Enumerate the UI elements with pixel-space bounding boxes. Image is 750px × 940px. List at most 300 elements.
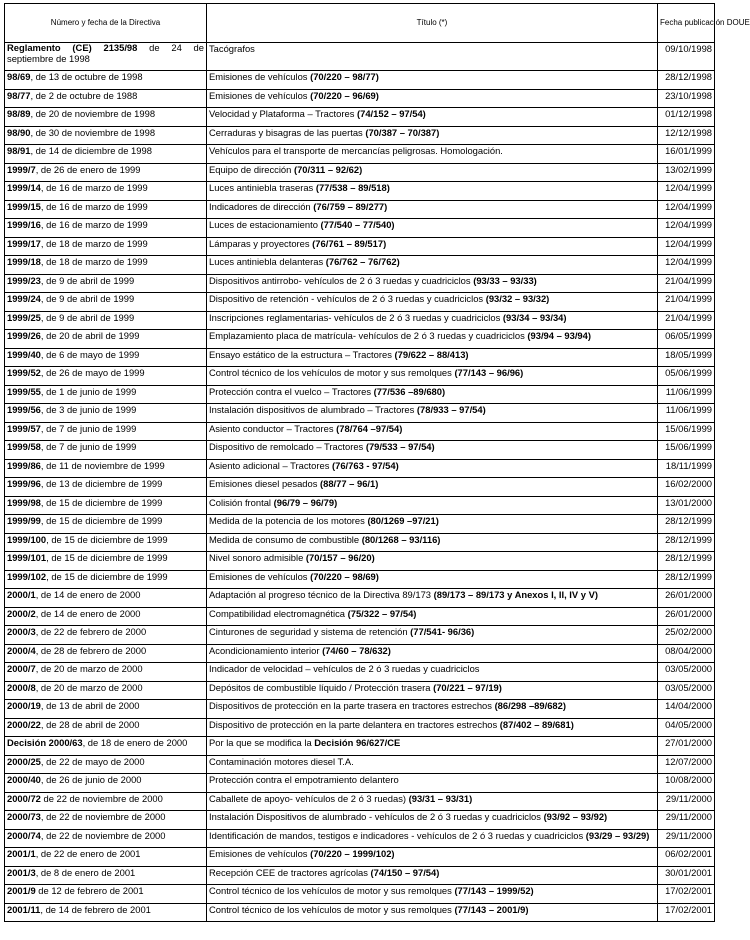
directive-cell xyxy=(5,848,207,867)
directive-date: , de 13 de diciembre de 1999 xyxy=(40,478,163,489)
publication-date: 18/05/1999 xyxy=(658,348,715,367)
directive-number: 98/69 xyxy=(7,71,31,82)
directive-cell xyxy=(5,626,207,645)
directive-cell xyxy=(5,792,207,811)
directive-date: , de 7 de junio de 1999 xyxy=(40,422,137,434)
directive-reference: (79/533 – 97/54) xyxy=(365,441,435,452)
title-cell xyxy=(207,330,658,349)
title-cell xyxy=(207,459,658,478)
directive-date: , de 20 de marzo de 2000 xyxy=(35,681,143,693)
directive-date: , de 28 de febrero de 2000 xyxy=(35,644,147,656)
table-row xyxy=(5,552,715,571)
directive-cell xyxy=(5,43,207,71)
table-row xyxy=(5,237,715,256)
directive-title: Velocidad y Plataforma – Tractores xyxy=(209,108,357,119)
directive-date: de 24 de septiembre de 1998 xyxy=(7,42,204,64)
title-cell xyxy=(207,256,658,275)
directive-date: , de 1 de junio de 1999 xyxy=(40,385,137,397)
directive-title: Compatibilidad electromagnética xyxy=(209,607,348,619)
directive-title: Indicadores de dirección xyxy=(209,200,314,212)
title-cell xyxy=(207,607,658,626)
directive-reference: (70/220 – 98/69) xyxy=(310,570,379,582)
directive-date: , de 15 de diciembre de 1999 xyxy=(40,515,163,526)
table-row xyxy=(5,293,715,312)
table-row xyxy=(5,108,715,127)
publication-date: 14/04/2000 xyxy=(658,700,715,719)
table-header-row xyxy=(5,4,715,43)
directive-reference: (93/31 – 93/31) xyxy=(408,792,473,804)
directive-title: Dispositivo de protección en la parte delantera en tractores estrechos xyxy=(209,718,500,730)
directive-title: Instalación Dispositivos de alumbrado - vehículos de 2 ó 3 ruedas y cuadriciclos xyxy=(209,811,544,822)
directive-title: Indicador de velocidad – vehículos de 2 ó 3 ruedas y cuadriciclos xyxy=(209,663,480,674)
directive-cell xyxy=(5,755,207,774)
table-row xyxy=(5,385,715,404)
title-cell xyxy=(207,885,658,904)
table-row xyxy=(5,256,715,275)
title-cell xyxy=(207,644,658,663)
directive-reference: (70/387 – 70/387) xyxy=(365,126,440,138)
directive-title: Nivel sonoro admisible xyxy=(209,552,306,563)
table-row xyxy=(5,182,715,201)
directive-number: 2000/7 xyxy=(7,663,36,674)
directive-reference: (77/538 – 89/518) xyxy=(315,182,390,193)
publication-date: 06/02/2001 xyxy=(658,848,715,867)
directive-date: , de 9 de abril de 1999 xyxy=(40,274,135,286)
directive-cell xyxy=(5,885,207,904)
title-cell xyxy=(207,903,658,922)
directive-title: Por la que se modifica la xyxy=(209,737,315,748)
title-cell xyxy=(207,496,658,515)
directive-number: 1999/7 xyxy=(7,163,36,175)
title-cell xyxy=(207,848,658,867)
directive-title: Protección contra el empotramiento delantero xyxy=(209,774,399,785)
directive-number: Decisión 2000/63 xyxy=(7,737,83,748)
title-cell xyxy=(207,792,658,811)
title-cell xyxy=(207,219,658,238)
directive-cell xyxy=(5,515,207,534)
title-cell xyxy=(207,163,658,182)
directive-number: 1999/26 xyxy=(7,330,41,341)
title-cell xyxy=(207,663,658,682)
directive-number: 1999/102 xyxy=(7,570,47,582)
directive-number: 1999/16 xyxy=(7,219,41,230)
directive-reference: (93/92 – 93/92) xyxy=(543,811,608,822)
directive-number: 2000/1 xyxy=(7,589,36,600)
table-row xyxy=(5,43,715,71)
directive-cell xyxy=(5,89,207,108)
directive-number: 98/91 xyxy=(7,145,31,156)
publication-date: 28/12/1999 xyxy=(658,552,715,571)
table-body xyxy=(5,43,715,922)
publication-date: 08/04/2000 xyxy=(658,644,715,663)
directive-title: Emisiones de vehículos xyxy=(209,71,311,82)
directive-date: , de 18 de marzo de 1999 xyxy=(40,237,148,249)
publication-date: 21/04/1999 xyxy=(658,293,715,312)
directive-number: 98/90 xyxy=(7,126,31,138)
directive-cell xyxy=(5,459,207,478)
directive-reference: (78/764 –97/54) xyxy=(336,422,403,434)
table-row xyxy=(5,903,715,922)
directive-reference: (74/152 – 97/54) xyxy=(357,108,426,119)
directive-date: , de 18 de enero de 2000 xyxy=(82,737,188,748)
directive-reference: (93/32 – 93/32) xyxy=(485,293,550,304)
directive-title: Emisiones de vehículos xyxy=(209,89,311,101)
publication-date: 03/05/2000 xyxy=(658,663,715,682)
directive-cell xyxy=(5,570,207,589)
directive-reference: (93/33 – 93/33) xyxy=(473,274,537,286)
directive-number: 1999/52 xyxy=(7,367,41,378)
directive-title: Dispositivo de retención - vehículos de 2 ó 3 ruedas y cuadriciclos xyxy=(209,293,486,304)
directive-number: 1999/17 xyxy=(7,237,41,249)
table-row xyxy=(5,589,715,608)
directive-number: 1999/40 xyxy=(7,348,41,360)
directive-cell xyxy=(5,367,207,386)
title-cell xyxy=(207,182,658,201)
directive-reference: (70/311 – 92/62) xyxy=(293,163,363,175)
directive-date: , de 22 de enero de 2001 xyxy=(35,848,141,859)
publication-date: 23/10/1998 xyxy=(658,89,715,108)
publication-date: 12/04/1999 xyxy=(658,182,715,201)
publication-date: 29/11/2000 xyxy=(658,811,715,830)
directive-title: Lámparas y proyectores xyxy=(209,237,313,249)
title-cell xyxy=(207,385,658,404)
directive-reference: (76/762 – 76/762) xyxy=(325,256,400,267)
directive-cell xyxy=(5,163,207,182)
directive-reference: (70/157 – 96/20) xyxy=(305,552,375,563)
table-row xyxy=(5,644,715,663)
directive-reference: (80/1269 –97/21) xyxy=(367,515,439,526)
directive-title: Emisiones diesel pesados xyxy=(209,478,320,489)
directive-title: Depósitos de combustible líquido / Protección trasera xyxy=(209,681,434,693)
publication-date: 28/12/1999 xyxy=(658,533,715,552)
directive-title: Instalación dispositivos de alumbrado – Tractores xyxy=(209,404,417,415)
header-publication-date: Fecha publicación DOUE xyxy=(658,4,715,43)
publication-date: 16/01/1999 xyxy=(658,145,715,164)
directive-title: Recepción CEE de tractores agrícolas xyxy=(209,866,371,878)
directive-title: Luces antiniebla delanteras xyxy=(209,256,326,267)
directive-date: , de 16 de marzo de 1999 xyxy=(40,219,148,230)
publication-date: 01/12/1998 xyxy=(658,108,715,127)
title-cell xyxy=(207,737,658,756)
table-row xyxy=(5,533,715,552)
directive-cell xyxy=(5,200,207,219)
title-cell xyxy=(207,200,658,219)
table-row xyxy=(5,367,715,386)
directive-reference: (79/622 – 88/413) xyxy=(394,348,469,360)
directive-number: 1999/99 xyxy=(7,515,41,526)
directive-number: 1999/101 xyxy=(7,552,47,563)
publication-date: 04/05/2000 xyxy=(658,718,715,737)
title-cell xyxy=(207,478,658,497)
title-cell xyxy=(207,367,658,386)
directive-reference: (76/763 - 97/54) xyxy=(331,459,399,471)
publication-date: 12/12/1998 xyxy=(658,126,715,145)
directive-number: 1999/23 xyxy=(7,274,41,286)
directive-number: 2000/4 xyxy=(7,644,36,656)
directive-date: , de 13 de octubre de 1998 xyxy=(30,71,143,82)
table-row xyxy=(5,626,715,645)
directive-number: 1999/18 xyxy=(7,256,41,267)
directive-number: 1999/25 xyxy=(7,311,41,323)
directive-number: 98/89 xyxy=(7,108,31,119)
directive-number: 2000/2 xyxy=(7,607,36,619)
table-row xyxy=(5,163,715,182)
title-cell xyxy=(207,700,658,719)
directive-number: 1999/86 xyxy=(7,459,41,471)
directive-date: , de 8 de enero de 2001 xyxy=(35,866,136,878)
directive-date: , de 20 de noviembre de 1998 xyxy=(30,108,156,119)
publication-date: 12/04/1999 xyxy=(658,200,715,219)
directive-cell xyxy=(5,478,207,497)
directive-number: 98/77 xyxy=(7,89,31,101)
directive-title: Vehículos para el transporte de mercancías peligrosas. Homologación. xyxy=(209,145,503,156)
publication-date: 03/05/2000 xyxy=(658,681,715,700)
directive-reference: (88/77 – 96/1) xyxy=(320,478,379,489)
directive-cell xyxy=(5,866,207,885)
directive-number: 2001/1 xyxy=(7,848,36,859)
table-row xyxy=(5,478,715,497)
directive-number: 1999/14 xyxy=(7,182,41,193)
table-row xyxy=(5,663,715,682)
publication-date: 17/02/2001 xyxy=(658,903,715,922)
directive-title: Protección contra el vuelco – Tractores xyxy=(209,385,374,397)
directive-reference: (93/29 – 93/29) xyxy=(585,829,650,841)
directive-date: , de 14 de diciembre de 1998 xyxy=(30,145,152,156)
directive-reference: (87/402 – 89/681) xyxy=(499,718,574,730)
directive-reference: (77/540 – 77/540) xyxy=(320,219,395,230)
directive-date: , de 22 de noviembre de 2000 xyxy=(40,829,166,841)
directive-cell xyxy=(5,829,207,848)
directive-title: Control técnico de los vehículos de motor y sus remolques xyxy=(209,885,455,896)
directive-number: Reglamento (CE) 2135/98 xyxy=(7,42,138,53)
directive-title: Contaminación motores diesel T.A. xyxy=(209,755,354,767)
directive-reference: (70/220 – 98/77) xyxy=(310,71,379,82)
directive-title: Cinturones de seguridad y sistema de retención xyxy=(209,626,411,637)
directive-number: 2000/74 xyxy=(7,829,41,841)
title-cell xyxy=(207,145,658,164)
directive-number: 1999/58 xyxy=(7,441,41,452)
directive-date: de 22 de noviembre de 2000 xyxy=(40,792,163,804)
directive-reference: (74/150 – 97/54) xyxy=(370,866,440,878)
table-row xyxy=(5,515,715,534)
directive-cell xyxy=(5,552,207,571)
table-row xyxy=(5,755,715,774)
directive-reference: (77/541- 96/36) xyxy=(410,626,475,637)
directive-date: , de 30 de noviembre de 1998 xyxy=(30,126,156,138)
directive-number: 2000/8 xyxy=(7,681,36,693)
publication-date: 21/04/1999 xyxy=(658,311,715,330)
directive-reference: (77/536 –89/680) xyxy=(373,385,446,397)
directive-date: , de 9 de abril de 1999 xyxy=(40,293,135,304)
directive-reference: (74/60 – 78/632) xyxy=(322,644,391,656)
directive-title: Colisión frontal xyxy=(209,496,274,508)
directive-date: , de 11 de noviembre de 1999 xyxy=(40,459,165,471)
directive-number: 1999/24 xyxy=(7,293,41,304)
directive-reference: (89/173 – 89/173 y Anexos I, II, IV y V) xyxy=(433,589,598,600)
directive-cell xyxy=(5,311,207,330)
title-cell xyxy=(207,755,658,774)
directive-number: 1999/57 xyxy=(7,422,41,434)
directive-cell xyxy=(5,663,207,682)
directive-number: 1999/96 xyxy=(7,478,41,489)
directive-reference: (86/298 –89/682) xyxy=(494,700,566,711)
table-row xyxy=(5,718,715,737)
directive-cell xyxy=(5,274,207,293)
directive-title: Luces de estacionamiento xyxy=(209,219,321,230)
publication-date: 11/06/1999 xyxy=(658,404,715,423)
title-cell xyxy=(207,533,658,552)
directive-date: , de 7 de junio de 1999 xyxy=(40,441,137,452)
table-row xyxy=(5,774,715,793)
table-row xyxy=(5,848,715,867)
directive-title: Control técnico de los vehículos de motor y sus remolques xyxy=(209,367,455,378)
directive-cell xyxy=(5,737,207,756)
title-cell xyxy=(207,71,658,90)
title-cell xyxy=(207,718,658,737)
directive-number: 1999/98 xyxy=(7,496,41,508)
publication-date: 11/06/1999 xyxy=(658,385,715,404)
directive-date: de 12 de febrero de 2001 xyxy=(35,885,144,896)
publication-date: 09/10/1998 xyxy=(658,43,715,71)
publication-date: 13/02/1999 xyxy=(658,163,715,182)
directive-date: , de 14 de febrero de 2001 xyxy=(40,903,151,915)
directive-date: , de 16 de marzo de 1999 xyxy=(40,200,148,212)
directive-cell xyxy=(5,903,207,922)
directive-date: , de 26 de mayo de 1999 xyxy=(40,367,145,378)
directive-cell xyxy=(5,700,207,719)
title-cell xyxy=(207,515,658,534)
title-cell xyxy=(207,311,658,330)
table-row xyxy=(5,71,715,90)
publication-date: 29/11/2000 xyxy=(658,829,715,848)
table-row xyxy=(5,145,715,164)
table-row xyxy=(5,219,715,238)
directive-number: 2000/25 xyxy=(7,755,41,767)
directive-reference: (78/933 – 97/54) xyxy=(416,404,486,415)
table-row xyxy=(5,570,715,589)
directive-date: , de 26 de enero de 1999 xyxy=(35,163,141,175)
title-cell xyxy=(207,811,658,830)
table-row xyxy=(5,348,715,367)
directive-date: , de 22 de mayo de 2000 xyxy=(40,755,145,767)
directive-cell xyxy=(5,533,207,552)
publication-date: 12/07/2000 xyxy=(658,755,715,774)
publication-date: 15/06/1999 xyxy=(658,441,715,460)
publication-date: 26/01/2000 xyxy=(658,607,715,626)
directive-title: Equipo de dirección xyxy=(209,163,294,175)
table-row xyxy=(5,330,715,349)
directive-cell xyxy=(5,219,207,238)
publication-date: 16/02/2000 xyxy=(658,478,715,497)
directive-cell xyxy=(5,237,207,256)
directive-cell xyxy=(5,589,207,608)
table-row xyxy=(5,422,715,441)
publication-date: 12/04/1999 xyxy=(658,237,715,256)
directive-date: , de 6 de mayo de 1999 xyxy=(40,348,140,360)
directive-title: Dispositivos de protección en la parte trasera en tractores estrechos xyxy=(209,700,495,711)
directive-reference: (77/143 – 2001/9) xyxy=(454,903,529,915)
directive-title: Cerraduras y bisagras de las puertas xyxy=(209,126,366,138)
directive-reference: (93/34 – 93/34) xyxy=(502,311,567,323)
directive-cell xyxy=(5,108,207,127)
publication-date: 05/06/1999 xyxy=(658,367,715,386)
table-row xyxy=(5,885,715,904)
directive-cell xyxy=(5,496,207,515)
directive-reference: (76/759 – 89/277) xyxy=(313,200,388,212)
table-row xyxy=(5,792,715,811)
title-cell xyxy=(207,552,658,571)
directive-reference: (76/761 – 89/517) xyxy=(312,237,387,249)
title-cell xyxy=(207,274,658,293)
directive-date: , de 13 de abril de 2000 xyxy=(40,700,140,711)
directive-number: 2000/3 xyxy=(7,626,36,637)
directive-date: , de 2 de octubre de 1988 xyxy=(30,89,138,101)
title-cell xyxy=(207,774,658,793)
table-row xyxy=(5,126,715,145)
publication-date: 21/04/1999 xyxy=(658,274,715,293)
directive-cell xyxy=(5,293,207,312)
title-cell xyxy=(207,422,658,441)
table-row xyxy=(5,496,715,515)
directive-reference: (93/94 – 93/94) xyxy=(527,330,591,341)
directive-date: , de 26 de junio de 2000 xyxy=(40,774,142,785)
directive-cell xyxy=(5,441,207,460)
directive-number: 2001/11 xyxy=(7,903,41,915)
title-cell xyxy=(207,293,658,312)
publication-date: 27/01/2000 xyxy=(658,737,715,756)
directive-cell xyxy=(5,256,207,275)
directive-reference: (75/322 – 97/54) xyxy=(347,607,417,619)
table-row xyxy=(5,274,715,293)
directive-date: , de 22 de febrero de 2000 xyxy=(35,626,147,637)
publication-date: 28/12/1999 xyxy=(658,570,715,589)
publication-date: 17/02/2001 xyxy=(658,885,715,904)
directive-date: , de 15 de diciembre de 1999 xyxy=(46,552,168,563)
directive-cell xyxy=(5,385,207,404)
title-cell xyxy=(207,570,658,589)
title-cell xyxy=(207,43,658,71)
directive-reference: (77/143 – 1999/52) xyxy=(454,885,534,896)
directive-cell xyxy=(5,126,207,145)
directive-reference: (70/221 – 97/19) xyxy=(433,681,502,693)
title-cell xyxy=(207,626,658,645)
table-row xyxy=(5,737,715,756)
directive-title: Dispositivo de remolcado – Tractores xyxy=(209,441,366,452)
directive-title: Inscripciones reglamentarias- vehículos de 2 ó 3 ruedas y cuadriciclos xyxy=(209,311,503,323)
header-number-date: Número y fecha de la Directiva xyxy=(5,4,207,43)
directive-title: Caballete de apoyo- vehículos de 2 ó 3 ruedas) xyxy=(209,792,409,804)
table-row xyxy=(5,311,715,330)
directive-number: 1999/15 xyxy=(7,200,41,212)
directive-number: 1999/55 xyxy=(7,385,41,397)
directive-cell xyxy=(5,681,207,700)
directive-date: , de 15 de diciembre de 1999 xyxy=(46,533,168,545)
directive-title: Asiento adicional – Tractores xyxy=(209,459,332,471)
directive-number: 1999/100 xyxy=(7,533,47,545)
publication-date: 10/08/2000 xyxy=(658,774,715,793)
directive-cell xyxy=(5,607,207,626)
directive-title: Emisiones de vehículos xyxy=(209,848,311,859)
directive-title: Asiento conductor – Tractores xyxy=(209,422,337,434)
directive-number: 2000/19 xyxy=(7,700,41,711)
publication-date: 25/02/2000 xyxy=(658,626,715,645)
table-row xyxy=(5,700,715,719)
directive-date: , de 16 de marzo de 1999 xyxy=(40,182,148,193)
directive-cell xyxy=(5,71,207,90)
publication-date: 12/04/1999 xyxy=(658,256,715,275)
directive-reference: (70/220 – 96/69) xyxy=(310,89,379,101)
directive-title: Dispositivos antirrobo- vehículos de 2 ó 3 ruedas y cuadriciclos xyxy=(209,274,474,286)
